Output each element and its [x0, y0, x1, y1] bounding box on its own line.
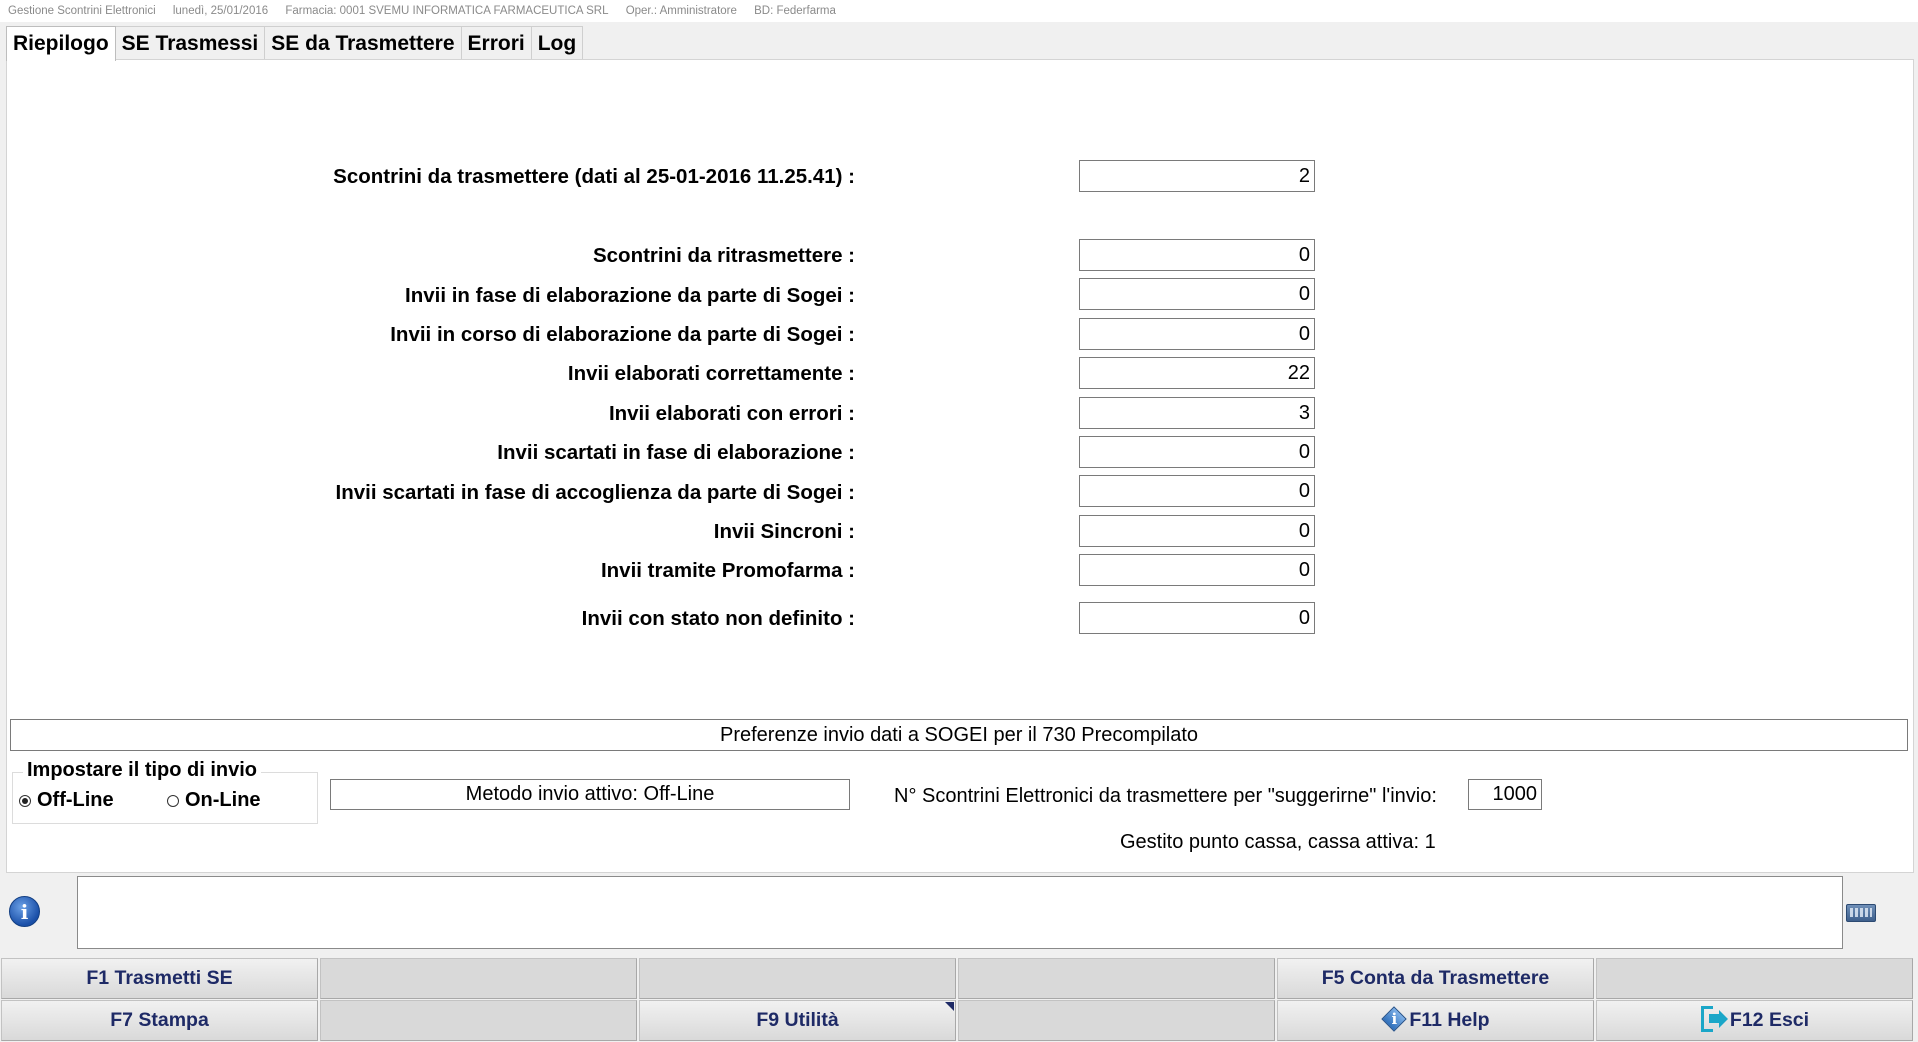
f7-label: F7 Stampa — [110, 1009, 209, 1031]
function-key-bar — [1, 958, 1917, 1042]
title-farmacia: Farmacia: 0001 SVEMU INFORMATICA FARMACEUTICA SRL — [285, 5, 609, 17]
value-elaborati-errori: 3 — [1079, 397, 1315, 429]
label-corso-elaborazione: Invii in corso di elaborazione da parte di Sogei : — [390, 323, 855, 346]
radio-offline[interactable] — [19, 789, 114, 812]
label-promofarma: Invii tramite Promofarma : — [600, 559, 855, 582]
suggest-threshold-label: N° Scontrini Elettronici da trasmettere per "suggerirne" l'invio: — [894, 785, 1437, 807]
label-stato-non-definito: Invii con stato non definito : — [581, 607, 855, 630]
info-icon: i — [9, 896, 40, 927]
value-fase-elaborazione: 0 — [1079, 278, 1315, 310]
value-elaborati-correttamente: 22 — [1079, 357, 1315, 389]
radio-offline-label: Off-Line — [37, 789, 114, 811]
f9-label: F9 Utilità — [756, 1009, 839, 1031]
title-app: Gestione Scontrini Elettronici — [8, 5, 156, 17]
fkey-empty-6 — [1596, 958, 1913, 999]
label-elaborati-errori: Invii elaborati con errori : — [608, 402, 855, 425]
title-bar — [0, 0, 1918, 22]
label-elaborati-correttamente: Invii elaborati correttamente : — [567, 362, 855, 385]
tab-bar — [6, 26, 582, 60]
title-operator: Oper.: Amministratore — [625, 5, 737, 17]
fkey-empty-2 — [320, 958, 637, 999]
value-scartati-elaborazione: 0 — [1079, 436, 1315, 468]
submenu-indicator-icon — [945, 1002, 954, 1011]
value-invii-sincroni: 0 — [1079, 515, 1315, 547]
f1-trasmetti-button[interactable] — [1, 958, 318, 999]
f5-label: F5 Conta da Trasmettere — [1321, 967, 1550, 989]
f5-conta-button[interactable] — [1277, 958, 1594, 999]
title-db: BD: Federfarma — [754, 5, 836, 17]
radio-offline-dot[interactable] — [19, 795, 31, 807]
f11-help-button[interactable] — [1277, 1000, 1594, 1041]
tab-riepilogo[interactable]: Riepilogo — [6, 26, 116, 61]
suggest-threshold-field[interactable]: 1000 — [1468, 779, 1542, 810]
value-promofarma: 0 — [1079, 554, 1315, 586]
value-corso-elaborazione: 0 — [1079, 318, 1315, 350]
cassa-status: Gestito punto cassa, cassa attiva: 1 — [1120, 831, 1436, 853]
f1-label: F1 Trasmetti SE — [86, 967, 233, 989]
active-method-display: Metodo invio attivo: Off-Line — [330, 779, 850, 810]
label-fase-elaborazione: Invii in fase di elaborazione da parte di Sogei : — [405, 284, 855, 307]
f11-label: F11 Help — [1409, 1009, 1490, 1031]
fkey-empty-4 — [958, 958, 1275, 999]
radio-online[interactable] — [167, 789, 261, 812]
value-ritrasmettere: 0 — [1079, 239, 1315, 271]
value-scartati-accoglienza: 0 — [1079, 475, 1315, 507]
send-type-group — [12, 759, 318, 824]
radio-online-label: On-Line — [185, 789, 261, 811]
send-type-title: Impostare il tipo di invio — [23, 759, 261, 782]
label-scontrini-da-trasmettere: Scontrini da trasmettere (dati al 25-01-2016 11.25.41) : — [333, 165, 855, 188]
value-stato-non-definito: 0 — [1079, 602, 1315, 634]
fkey-empty-10 — [958, 1000, 1275, 1041]
f9-utilita-button[interactable] — [639, 1000, 956, 1041]
keyboard-icon[interactable] — [1846, 904, 1876, 922]
radio-online-dot[interactable] — [167, 795, 179, 807]
label-scartati-accoglienza: Invii scartati in fase di accoglienza da parte di Sogei : — [335, 481, 855, 504]
fkey-empty-3 — [639, 958, 956, 999]
tab-se-da-trasmettere[interactable]: SE da Trasmettere — [264, 26, 461, 60]
f7-stampa-button[interactable] — [1, 1000, 318, 1041]
help-icon: i — [1381, 1006, 1407, 1032]
label-ritrasmettere: Scontrini da ritrasmettere : — [592, 244, 855, 267]
label-scartati-elaborazione: Invii scartati in fase di elaborazione : — [497, 441, 855, 464]
tab-se-trasmessi[interactable]: SE Trasmessi — [115, 26, 266, 60]
preferences-header: Preferenze invio dati a SOGEI per il 730 Precompilato — [10, 719, 1908, 751]
tab-errori[interactable]: Errori — [461, 26, 532, 60]
tab-log[interactable]: Log — [531, 26, 583, 60]
value-scontrini-da-trasmettere: 2 — [1079, 160, 1315, 192]
f12-label: F12 Esci — [1729, 1009, 1810, 1031]
message-area — [77, 876, 1843, 949]
label-invii-sincroni: Invii Sincroni : — [713, 520, 855, 543]
exit-icon — [1700, 1005, 1728, 1033]
title-date: lunedì, 25/01/2016 — [172, 5, 269, 17]
fkey-empty-8 — [320, 1000, 637, 1041]
f12-esci-button[interactable] — [1596, 1000, 1913, 1041]
